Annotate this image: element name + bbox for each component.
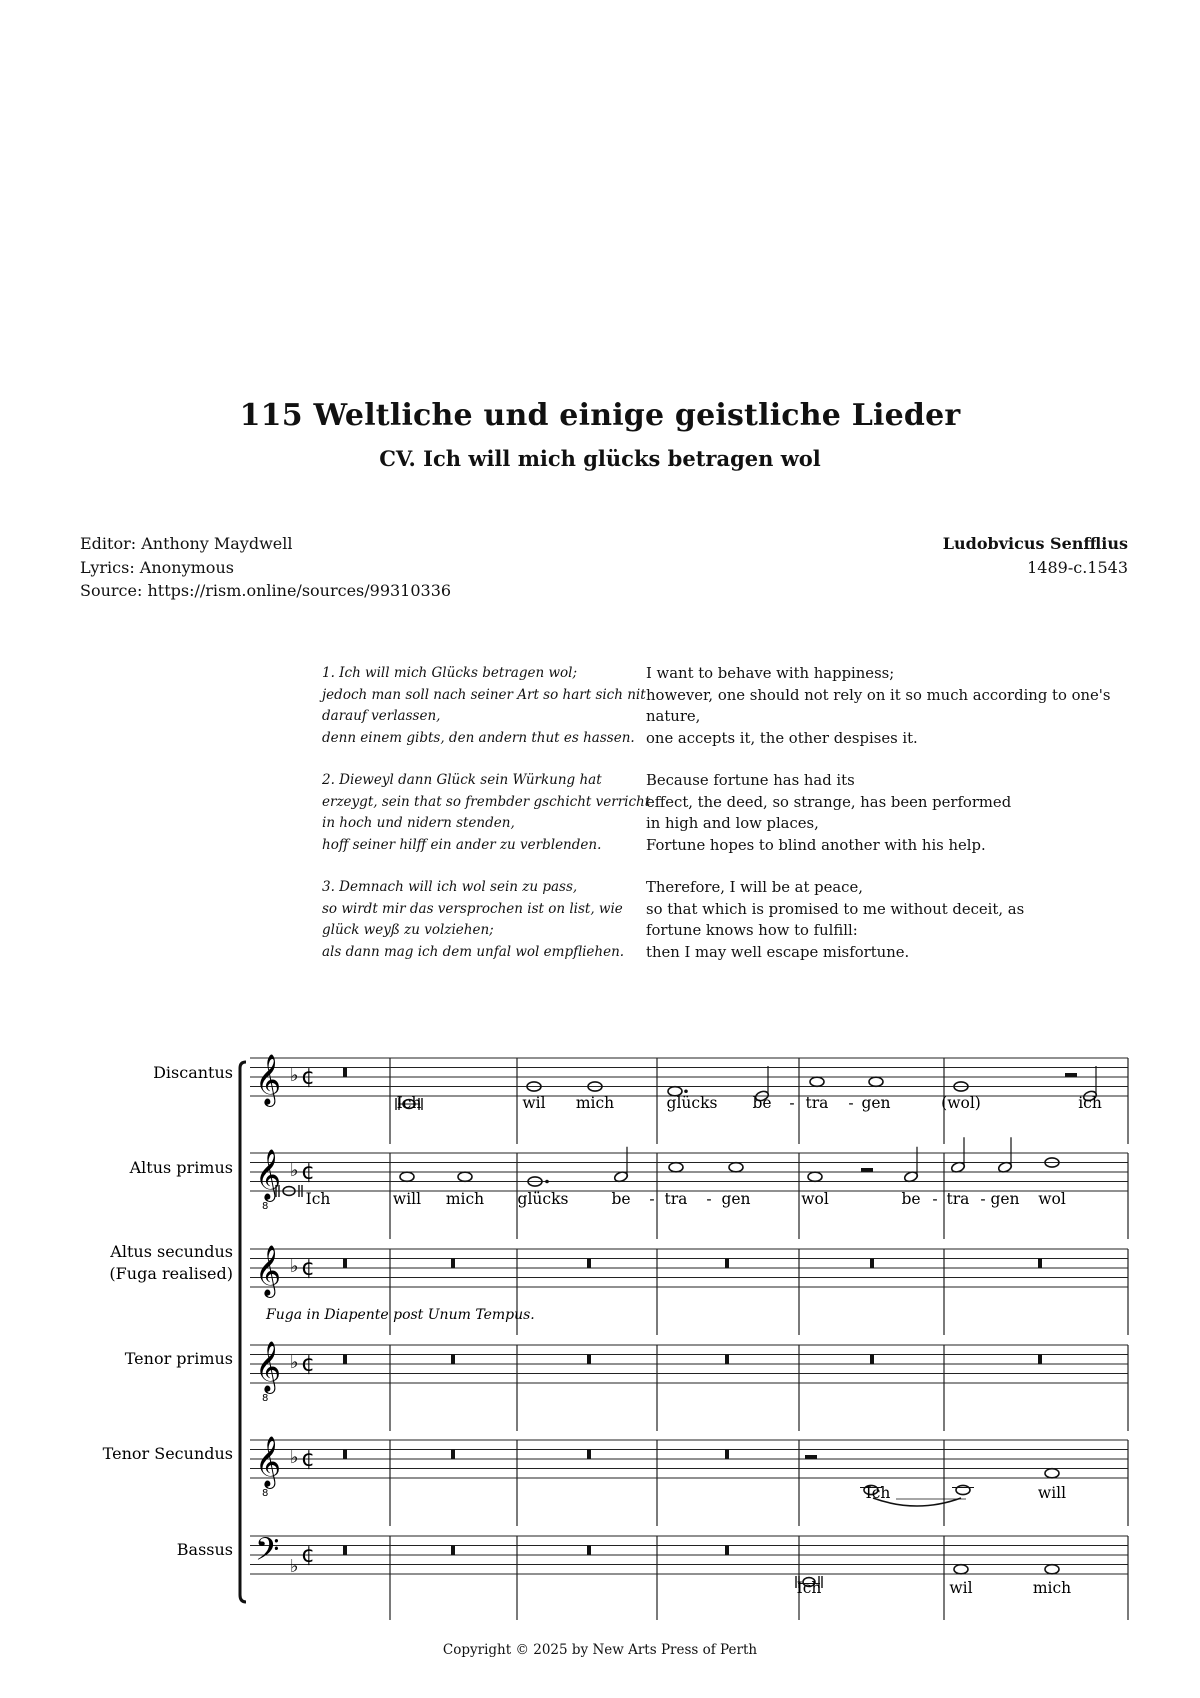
lyric-syllable: glücks xyxy=(517,1190,569,1208)
lyric-syllable: glücks xyxy=(666,1094,718,1112)
lyric-syllable: be xyxy=(611,1190,631,1208)
time-signature: ¢ xyxy=(301,1351,315,1377)
stanza-en-3 xyxy=(646,877,1096,963)
breve-rest xyxy=(343,1355,347,1365)
lyric-syllable: - xyxy=(649,1190,655,1208)
breve-rest xyxy=(725,1546,729,1556)
stanza-line: however, one should not rely on it so much according to one's xyxy=(646,686,1111,704)
half-rest xyxy=(805,1455,817,1459)
treble-clef-icon: 𝄞 xyxy=(255,1054,282,1105)
whole-note xyxy=(954,1565,968,1574)
key-signature-flat: ♭ xyxy=(290,1352,299,1373)
breve-rest xyxy=(343,1259,347,1269)
breve-rest xyxy=(451,1450,455,1460)
voice-label-bassus: Bassus xyxy=(176,1540,233,1559)
breve-rest xyxy=(343,1450,347,1460)
stanza-line: in hoch und nidern stenden, xyxy=(322,815,515,831)
key-signature-flat: ♭ xyxy=(290,1556,299,1577)
lyric-syllable: tra xyxy=(946,1190,970,1208)
stanza-de-2 xyxy=(322,770,651,856)
stanza-line: denn einem gibts, den andern thut es hassen. xyxy=(322,729,635,746)
whole-note xyxy=(956,1485,970,1494)
lyric-syllable: gen xyxy=(721,1190,751,1208)
stanza-de-1 xyxy=(322,663,646,749)
lyric-syllable: wol xyxy=(1038,1190,1066,1208)
stanza-line: nature, xyxy=(646,708,701,725)
lyric-syllable: wol xyxy=(801,1190,829,1208)
breve-rest xyxy=(587,1355,591,1365)
fuga-instruction: Fuga in Diapente post Unum Tempus. xyxy=(266,1307,535,1323)
breve-rest xyxy=(343,1068,347,1078)
whole-note xyxy=(869,1077,883,1086)
octave-mark: 8 xyxy=(262,1201,269,1212)
lyric-syllable: (wol) xyxy=(941,1094,981,1112)
lyric-syllable: be xyxy=(752,1094,772,1112)
breve-rest xyxy=(451,1546,455,1556)
breve-rest xyxy=(451,1355,455,1365)
lyric-syllable: - xyxy=(932,1190,938,1208)
stanza-line: so wirdt mir das versprochen ist on list, wie xyxy=(322,900,623,917)
voice-label-altus-primus: Altus primus xyxy=(129,1158,233,1177)
page-subtitle: CV. Ich will mich glücks betragen wol xyxy=(379,446,821,471)
source-line: Source: https://rism.online/sources/99310336 xyxy=(80,581,452,600)
lyric-syllable: be xyxy=(901,1190,921,1208)
treble-clef-icon: 𝄞 xyxy=(255,1149,282,1200)
key-signature-flat: ♭ xyxy=(290,1160,299,1181)
treble-clef-icon: 𝄞 xyxy=(255,1436,282,1487)
whole-note xyxy=(810,1077,824,1086)
lyric-syllable: Ich xyxy=(305,1190,331,1208)
stanza-line: one accepts it, the other despises it. xyxy=(646,729,918,747)
stanza-line: erzeygt, sein that so frembder gschicht verricht xyxy=(322,793,651,810)
key-signature-flat: ♭ xyxy=(290,1065,299,1086)
lyric-syllable: wil xyxy=(522,1094,546,1112)
stanza-de-3 xyxy=(322,877,634,963)
breve-rest xyxy=(1038,1259,1042,1269)
breve-rest xyxy=(343,1546,347,1556)
voice-label-tenor-primus: Tenor primus xyxy=(124,1349,233,1368)
system-bracket xyxy=(240,1062,246,1602)
whole-note xyxy=(1045,1565,1059,1574)
lyric-syllable: mich xyxy=(445,1190,485,1208)
whole-note xyxy=(669,1163,683,1172)
augmentation-dot xyxy=(545,1180,549,1184)
stanza-line: so that which is promised to me without deceit, as xyxy=(646,900,1025,918)
key-signature-flat: ♭ xyxy=(290,1447,299,1468)
stanza-line: fortune knows how to fulfill: xyxy=(646,922,858,939)
key-signature-flat: ♭ xyxy=(290,1256,299,1277)
stanza-line: effect, the deed, so strange, has been performed xyxy=(646,793,1012,811)
lyric-syllable: gen xyxy=(861,1094,891,1112)
stanza-line: 1. Ich will mich Glücks betragen wol; xyxy=(322,665,577,681)
treble-clef-icon: 𝄞 xyxy=(255,1245,282,1296)
breve-rest xyxy=(587,1259,591,1269)
lyric-syllable: - xyxy=(848,1094,854,1112)
lyric-syllable: wil xyxy=(949,1579,973,1597)
lyric-syllable: tra xyxy=(664,1190,688,1208)
lyric-syllable: Ich xyxy=(396,1094,422,1112)
composer-info xyxy=(943,532,1128,579)
page-title: 115 Weltliche und einige geistliche Lieder xyxy=(239,398,961,433)
time-signature: ¢ xyxy=(301,1064,315,1090)
breve-rest xyxy=(451,1259,455,1269)
time-signature: ¢ xyxy=(301,1446,315,1472)
lyric-syllable: - xyxy=(789,1094,795,1112)
breve-rest xyxy=(725,1450,729,1460)
whole-note xyxy=(1045,1469,1059,1478)
breve-rest xyxy=(1038,1355,1042,1365)
stanza-line: then I may well escape misfortune. xyxy=(646,943,910,961)
breve-rest xyxy=(870,1355,874,1365)
octave-mark: 8 xyxy=(262,1488,269,1499)
stanza-line: glück weyß zu volziehen; xyxy=(322,922,494,938)
lyric-syllable: mich xyxy=(1032,1579,1072,1597)
stanza-line: darauf verlassen, xyxy=(322,708,441,724)
whole-note xyxy=(458,1172,472,1181)
voice-label-altus-secundus: Altus secundus xyxy=(110,1242,233,1261)
stanza-line: I want to behave with happiness; xyxy=(646,665,895,682)
lyric-syllable: - xyxy=(980,1190,986,1208)
editor-line: Editor: Anthony Maydwell xyxy=(80,534,293,553)
treble-clef-icon: 𝄞 xyxy=(255,1341,282,1392)
music-score xyxy=(0,1020,1200,1620)
lyric-syllable: mich xyxy=(575,1094,615,1112)
stanza-line: jedoch man soll nach seiner Art so hart sich nit xyxy=(322,686,646,703)
voice-label-altus-secundus-note: (Fuga realised) xyxy=(109,1264,233,1283)
lyric-syllable: Ich xyxy=(796,1579,822,1597)
lyrics-line: Lyrics: Anonymous xyxy=(80,557,234,577)
edition-info xyxy=(80,532,451,603)
breve-rest xyxy=(870,1259,874,1269)
stanza-en-2 xyxy=(646,770,1096,856)
breve-rest xyxy=(725,1355,729,1365)
stanza-line: als dann mag ich dem unfal wol empfliehen. xyxy=(322,943,625,960)
whole-note xyxy=(729,1163,743,1172)
stanza-line: Therefore, I will be at peace, xyxy=(646,879,863,896)
lyric-syllable: ich xyxy=(1078,1094,1102,1112)
stanza-line: Fortune hopes to blind another with his help. xyxy=(646,836,986,854)
stanza-line: hoff seiner hilff ein ander zu verblenden. xyxy=(322,836,602,853)
lyric-syllable: tra xyxy=(805,1094,829,1112)
stanza-line: 3. Demnach will ich wol sein zu pass, xyxy=(322,879,578,895)
stanza-line: 2. Dieweyl dann Glück sein Würkung hat xyxy=(322,772,602,788)
octave-mark: 8 xyxy=(262,1393,269,1404)
whole-note xyxy=(400,1172,414,1181)
notes xyxy=(276,1066,1098,1588)
breve-rest xyxy=(587,1546,591,1556)
voice-label-tenor-secundus: Tenor Secundus xyxy=(102,1444,233,1463)
time-signature: ¢ xyxy=(301,1159,315,1185)
half-rest xyxy=(1065,1073,1077,1077)
lyric-syllable: Ich xyxy=(865,1484,891,1502)
augmentation-dot xyxy=(684,1089,688,1093)
breve-rest xyxy=(587,1450,591,1460)
composer-dates: 1489-c.1543 xyxy=(1027,557,1128,577)
lyric-syllable: will xyxy=(1037,1484,1067,1502)
lyric-syllable: - xyxy=(706,1190,712,1208)
voice-labels xyxy=(103,1063,233,1559)
copyright-footer: Copyright © 2025 by New Arts Press of Perth xyxy=(442,1642,758,1658)
time-signature: ¢ xyxy=(301,1255,315,1281)
breve-rest xyxy=(725,1259,729,1269)
composer-name: Ludobvicus Senfflius xyxy=(942,534,1128,553)
stanza-en-1 xyxy=(646,663,1111,749)
stanza-line: Because fortune has had its xyxy=(646,772,855,789)
bass-clef-icon: 𝄢 xyxy=(255,1531,280,1575)
lyric-syllable: gen xyxy=(990,1190,1020,1208)
time-signature: ¢ xyxy=(301,1542,315,1568)
voice-label-discantus: Discantus xyxy=(153,1063,233,1082)
lyric-syllable: will xyxy=(392,1190,422,1208)
stanza-line: in high and low places, xyxy=(646,815,819,832)
half-rest xyxy=(861,1168,873,1172)
whole-note xyxy=(808,1172,822,1181)
